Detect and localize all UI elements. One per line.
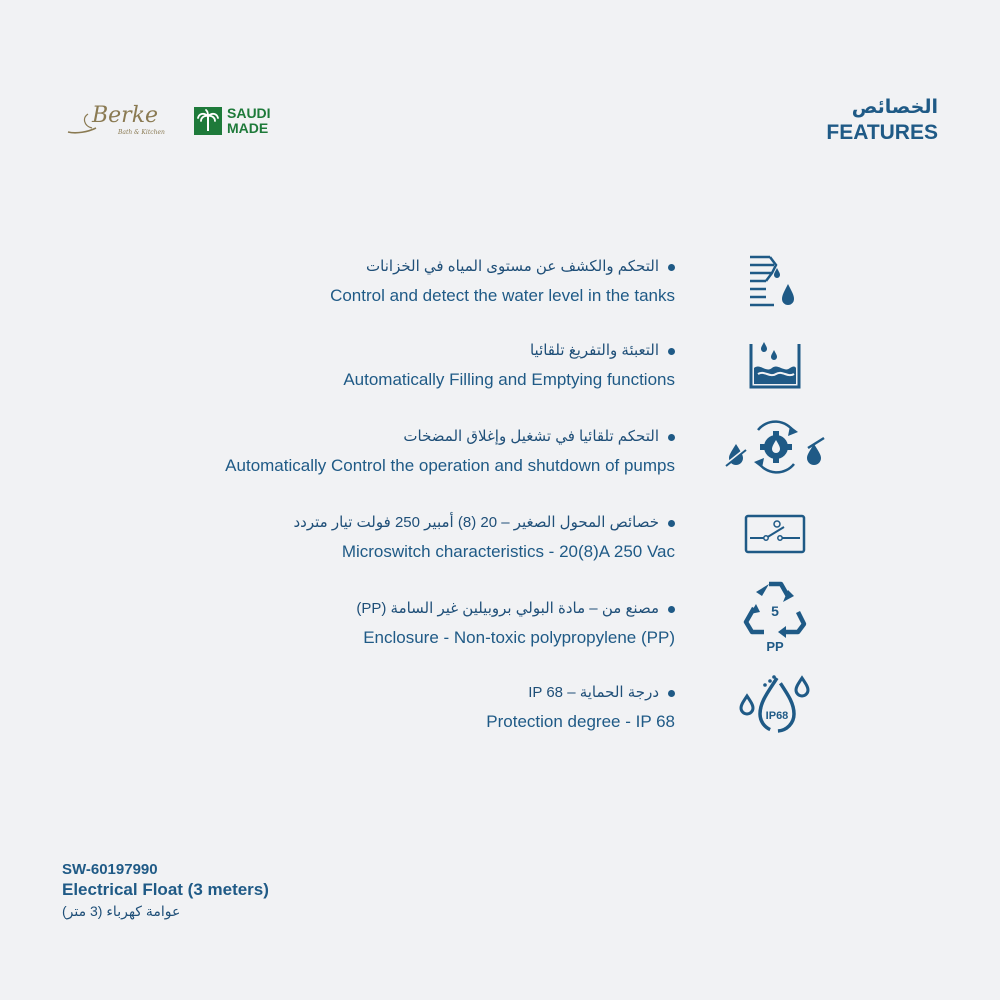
feature-text-ar: مصنع من – مادة البولي بروبيلين غير السامة (PP) (75, 598, 675, 620)
water-level-icon (748, 254, 800, 310)
bullet-icon (668, 690, 675, 697)
feature-text-en: Enclosure - Non-toxic polypropylene (PP) (363, 628, 675, 647)
tank-fill-icon (748, 338, 802, 390)
recycle-pp-icon (742, 576, 808, 656)
feature-item (75, 512, 675, 564)
berke-name: Berke (92, 103, 159, 128)
header-title-en: FEATURES (826, 121, 938, 144)
features-header (826, 96, 938, 146)
feature-item (75, 256, 675, 308)
ip68-label: IP68 (765, 710, 789, 722)
feature-text-en: Automatically Filling and Emptying functions (343, 370, 675, 389)
saudi-made-logo (194, 106, 294, 138)
berke-logo (66, 100, 176, 144)
saudi-made-text (227, 106, 271, 136)
saudi-line2: MADE (227, 120, 269, 136)
bullet-icon (668, 348, 675, 355)
header-title-ar: الخصائص (851, 97, 938, 118)
feature-item (75, 426, 675, 478)
recycle-number: 5 (771, 603, 779, 619)
bullet-icon (668, 264, 675, 271)
recycle-label: PP (766, 639, 784, 654)
feature-text-ar: درجة الحماية – IP 68 (75, 682, 675, 704)
feature-item (75, 340, 675, 392)
feature-text-en: Automatically Control the operation and shutdown of pumps (225, 456, 675, 475)
microswitch-icon (744, 514, 806, 554)
ip68-drop-icon (738, 672, 812, 738)
feature-item (75, 598, 675, 650)
feature-text-ar: التحكم تلقائيا في تشغيل وإغلاق المضخات (75, 426, 675, 448)
feature-text-ar: التعبئة والتفريغ تلقائيا (75, 340, 675, 362)
feature-text-ar: التحكم والكشف عن مستوى المياه في الخزانات (75, 256, 675, 278)
feature-item (75, 682, 675, 734)
feature-text-ar: خصائص المحول الصغير – 20 (8) أمبير 250 فولت تيار متردد (75, 512, 675, 534)
bullet-icon (668, 520, 675, 527)
palm-icon (194, 107, 222, 135)
bullet-icon (668, 434, 675, 441)
feature-text-en: Microswitch characteristics - 20(8)A 250 Vac (341, 542, 675, 561)
berke-tagline: Bath & Kitchen (118, 129, 165, 136)
feature-text-en: Protection degree - IP 68 (486, 712, 675, 731)
bullet-icon (668, 606, 675, 613)
product-info (62, 860, 269, 921)
feature-text-en: Control and detect the water level in the tanks (330, 286, 675, 305)
product-sku: SW-60197990 (62, 861, 158, 878)
brand-logos (66, 100, 296, 144)
pump-control-icon (724, 418, 826, 476)
product-name-en: Electrical Float (3 meters) (62, 880, 269, 899)
saudi-line1: SAUDI (227, 105, 271, 121)
product-name-ar: عوامة كهرباء (3 متر) (62, 903, 181, 919)
